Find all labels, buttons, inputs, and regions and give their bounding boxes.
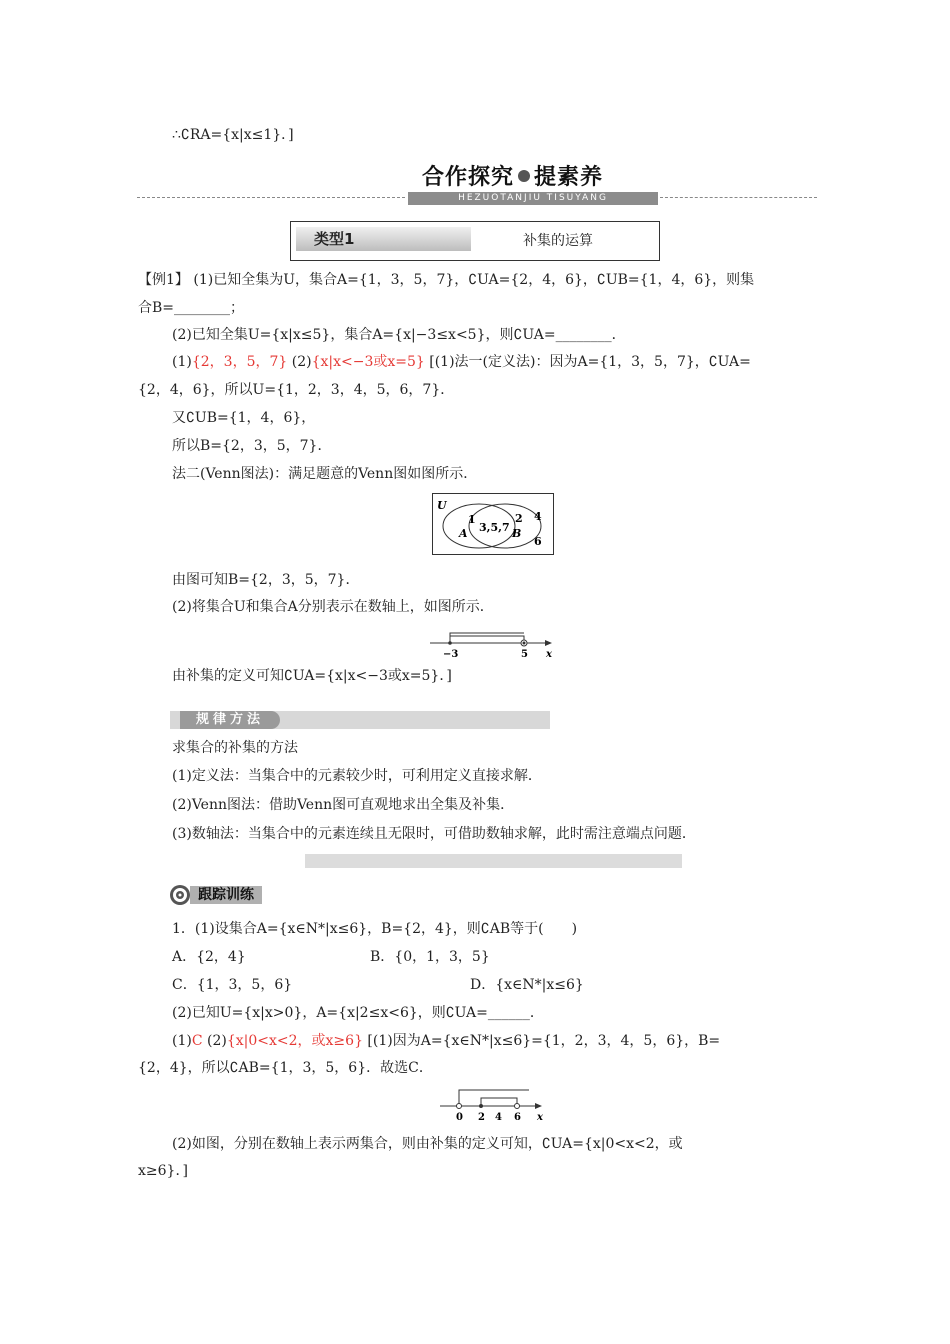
- target-icon: [168, 883, 192, 907]
- option-a: A．{2，4}: [172, 949, 246, 965]
- option-c: C．{1，3，5，6}: [172, 977, 293, 993]
- option-d: D．{x∈N*|x≤6}: [470, 977, 584, 993]
- axis2-arrow-icon: [535, 1103, 542, 1109]
- answer1-part2: {x|x<−3或x=5}: [311, 354, 425, 370]
- axis1-x-label: x: [546, 649, 552, 659]
- training1-answer-part2: {x|0<x<2，或x≥6}: [226, 1033, 363, 1049]
- answer1-part1: {2，3，5，7}: [191, 354, 288, 370]
- training1-question2: (2)已知U={x|x>0}，A={x|2≤x<6}，则∁UA=______．: [172, 1005, 544, 1021]
- section-banner-subtitle: HEZUOTANJIU TISUYANG: [408, 192, 658, 205]
- venn-outside-1: 4: [534, 510, 542, 523]
- axis-arrow-icon: [545, 640, 552, 646]
- answer1-line6: 由图可知B={2，3，5，7}．: [172, 572, 360, 588]
- answer1-line5: 法二(Venn图法)：满足题意的Venn图如图所示．: [172, 466, 478, 482]
- tracking-header: [168, 883, 288, 907]
- number-line-2: [438, 1086, 548, 1122]
- number-line-1: [428, 627, 558, 659]
- type-tag: 类型1: [296, 227, 471, 251]
- section-banner-title: 合作探究 提素养: [422, 165, 604, 190]
- training1-answer-line3: (2)如图，分别在数轴上表示两集合，则由补集的定义可知，∁UA={x|0<x<2，或: [172, 1136, 683, 1152]
- training1-answer-part1: C: [191, 1033, 203, 1049]
- example1-question1-line1: 【例1】 (1)已知全集为U，集合A={1，3，5，7}，∁UA={2，4，6}，∁UB={1，4，6}，则集: [138, 272, 755, 288]
- venn-label-u: U: [437, 499, 447, 512]
- answer1-line4: 所以B={2，3，5，7}．: [172, 438, 332, 454]
- tracking-label: 跟踪训练: [190, 886, 262, 904]
- axis1-tick-neg3: −3: [443, 649, 459, 659]
- method-item-3: (3)数轴法：当集合中的元素连续且无限时，可借助数轴求解，此时需注意端点问题．: [172, 826, 696, 842]
- topic-type-box: [290, 221, 660, 261]
- venn-outside-2: 6: [534, 535, 542, 548]
- answer1-line7: (2)将集合U和集合A分别表示在数轴上，如图所示．: [172, 599, 494, 615]
- axis2-tick-2: 2: [478, 1112, 485, 1122]
- method-footer-bar: [305, 854, 682, 868]
- method-title: 求集合的补集的方法: [172, 740, 298, 756]
- training1-question1: 1．(1)设集合A={x∈N*|x≤6}，B={2，4}，则∁AB等于( ): [172, 921, 578, 937]
- banner-dash-right: [660, 197, 817, 198]
- venn-a-only: 1: [468, 513, 476, 526]
- method-header-tag: 规律方法: [180, 711, 280, 729]
- answer1-line3: 又∁UB={1，4，6}，: [172, 410, 316, 426]
- venn-label-b: B: [512, 527, 522, 540]
- banner-dot-icon: [518, 170, 530, 182]
- axis2-x-label: x: [537, 1112, 543, 1122]
- answer1-line2: {2，4，6}，所以U={1，2，3，4，5，6，7}．: [138, 382, 455, 398]
- axis2-tick-0: 0: [456, 1112, 463, 1122]
- option-b: B．{0，1，3，5}: [370, 949, 490, 965]
- answer1-line1: (1){2，3，5，7} (2){x|x<−3或x=5} [(1)法一(定义法)：因为A={1，3，5，7}，∁UA=: [172, 354, 751, 370]
- banner-dash-left: [137, 197, 405, 198]
- venn-diagram: [432, 493, 554, 555]
- venn-b-only: 2: [515, 512, 523, 525]
- training1-answer-line4: x≥6}．]: [138, 1163, 188, 1179]
- venn-label-a: A: [459, 527, 468, 540]
- axis1-tick-5: 5: [521, 649, 528, 659]
- answer1-line8: 由补集的定义可知∁UA={x|x<−3或x=5}．]: [172, 668, 452, 684]
- method-item-1: (1)定义法：当集合中的元素较少时，可利用定义直接求解．: [172, 768, 542, 784]
- training1-answer-line1: (1)C (2){x|0<x<2，或x≥6} [(1)因为A={x∈N*|x≤6}={1，2，3，4，5，6}，B=: [172, 1033, 721, 1049]
- method-item-2: (2)Venn图法：借助Venn图可直观地求出全集及补集．: [172, 797, 515, 813]
- example1-question2: (2)已知全集U={x|x≤5}，集合A={x|−3≤x<5}，则∁UA=________．: [172, 327, 626, 343]
- axis2-tick-6: 6: [514, 1112, 521, 1122]
- prior-conclusion: ∴∁RA={x|x≤1}．]: [172, 127, 294, 143]
- training1-answer-line2: {2，4}，所以∁AB={1，3，5，6}．故选C．: [138, 1060, 433, 1076]
- type-topic: 补集的运算: [523, 233, 593, 249]
- venn-intersection: 3,5,7: [479, 521, 510, 534]
- example1-question1-line2: 合B=________；: [138, 300, 245, 316]
- axis2-tick-4: 4: [495, 1112, 502, 1122]
- method-header-bar: [170, 711, 550, 729]
